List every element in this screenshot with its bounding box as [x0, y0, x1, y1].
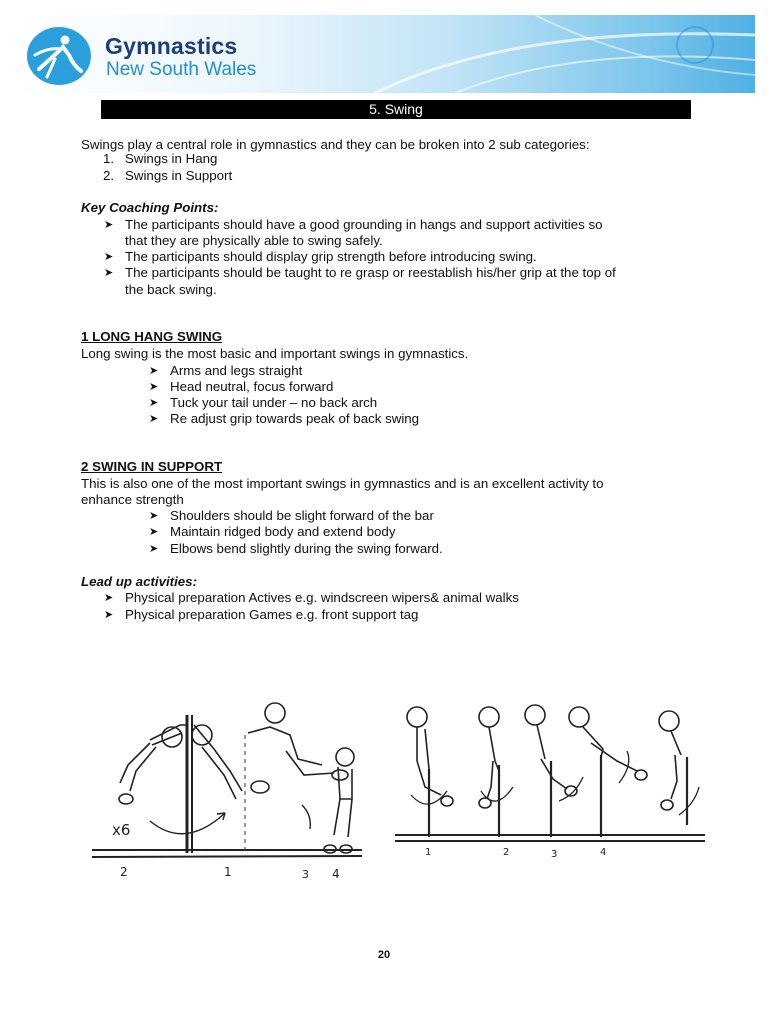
lead-up-heading: Lead up activities:: [81, 574, 198, 589]
intro-list-item: Swings in Hang: [125, 151, 218, 166]
support-description-line: enhance strength: [81, 492, 184, 507]
brand-subtitle: New South Wales: [106, 59, 257, 80]
arrow-bullet-icon: ➤: [104, 609, 114, 621]
long-hang-point: Re adjust grip towards peak of back swing: [170, 411, 420, 426]
illustration-label: 2: [503, 847, 510, 858]
arrow-bullet-icon: ➤: [104, 251, 114, 263]
page-number: 20: [377, 949, 391, 961]
long-hang-point: Head neutral, focus forward: [170, 379, 334, 394]
arrow-bullet-icon: ➤: [104, 219, 114, 231]
long-hang-heading: 1 LONG HANG SWING: [81, 329, 223, 344]
arrow-bullet-icon: ➤: [149, 413, 159, 425]
gymnastics-logo-icon: [25, 25, 93, 87]
arrow-bullet-icon: ➤: [149, 397, 159, 409]
banner-swirl-graphic: [335, 15, 755, 93]
lead-up-item: Physical preparation Actives e.g. windscreen wipers& animal walks: [125, 590, 519, 605]
illustration-label: 3: [551, 849, 558, 860]
arrow-bullet-icon: ➤: [149, 510, 159, 522]
illustration-label: 3: [302, 868, 309, 881]
support-point: Elbows bend slightly during the swing forward.: [170, 541, 443, 556]
arrow-bullet-icon: ➤: [149, 381, 159, 393]
long-hang-swing-illustration: [395, 695, 707, 865]
illustration-label: 1: [425, 847, 432, 858]
key-point-line: the back swing.: [125, 282, 217, 297]
arrow-bullet-icon: ➤: [104, 267, 114, 279]
illustration-label: 4: [600, 847, 607, 858]
key-point-line: The participants should have a good grounding in hangs and support activities so: [125, 217, 603, 232]
key-point-line: that they are physically able to swing safely.: [125, 233, 383, 248]
key-points-heading: Key Coaching Points:: [81, 200, 219, 215]
support-point: Maintain ridged body and extend body: [170, 524, 396, 539]
intro-text: Swings play a central role in gymnastics and they can be broken into 2 sub categories:: [81, 137, 590, 152]
long-hang-point: Tuck your tail under – no back arch: [170, 395, 378, 410]
key-point-line: The participants should be taught to re grasp or reestablish his/her grip at the top of: [125, 265, 616, 280]
illustration-label: x6: [112, 821, 131, 839]
long-hang-point: Arms and legs straight: [170, 363, 303, 378]
brand-title: Gymnastics: [105, 33, 238, 59]
section-title: 5. Swing: [101, 100, 691, 119]
arrow-bullet-icon: ➤: [149, 543, 159, 555]
arrow-bullet-icon: ➤: [149, 526, 159, 538]
support-heading: 2 SWING IN SUPPORT: [81, 459, 223, 474]
key-point-line: The participants should display grip strength before introducing swing.: [125, 249, 537, 264]
illustration-label: 1: [224, 865, 232, 879]
support-description-line: This is also one of the most important swings in gymnastics and is an excellent activity to: [81, 476, 604, 491]
illustration-label: 2: [120, 865, 128, 879]
support-point: Shoulders should be slight forward of the bar: [170, 508, 434, 523]
long-hang-description: Long swing is the most basic and important swings in gymnastics.: [81, 346, 469, 361]
illustration-label: 4: [332, 867, 340, 881]
swing-in-support-illustration: [90, 695, 365, 887]
intro-list-number: 2.: [103, 168, 115, 183]
arrow-bullet-icon: ➤: [104, 592, 114, 604]
arrow-bullet-icon: ➤: [149, 365, 159, 377]
intro-list-number: 1.: [103, 151, 115, 166]
lead-up-item: Physical preparation Games e.g. front support tag: [125, 607, 419, 622]
header-banner: [13, 15, 755, 93]
intro-list-item: Swings in Support: [125, 168, 233, 183]
